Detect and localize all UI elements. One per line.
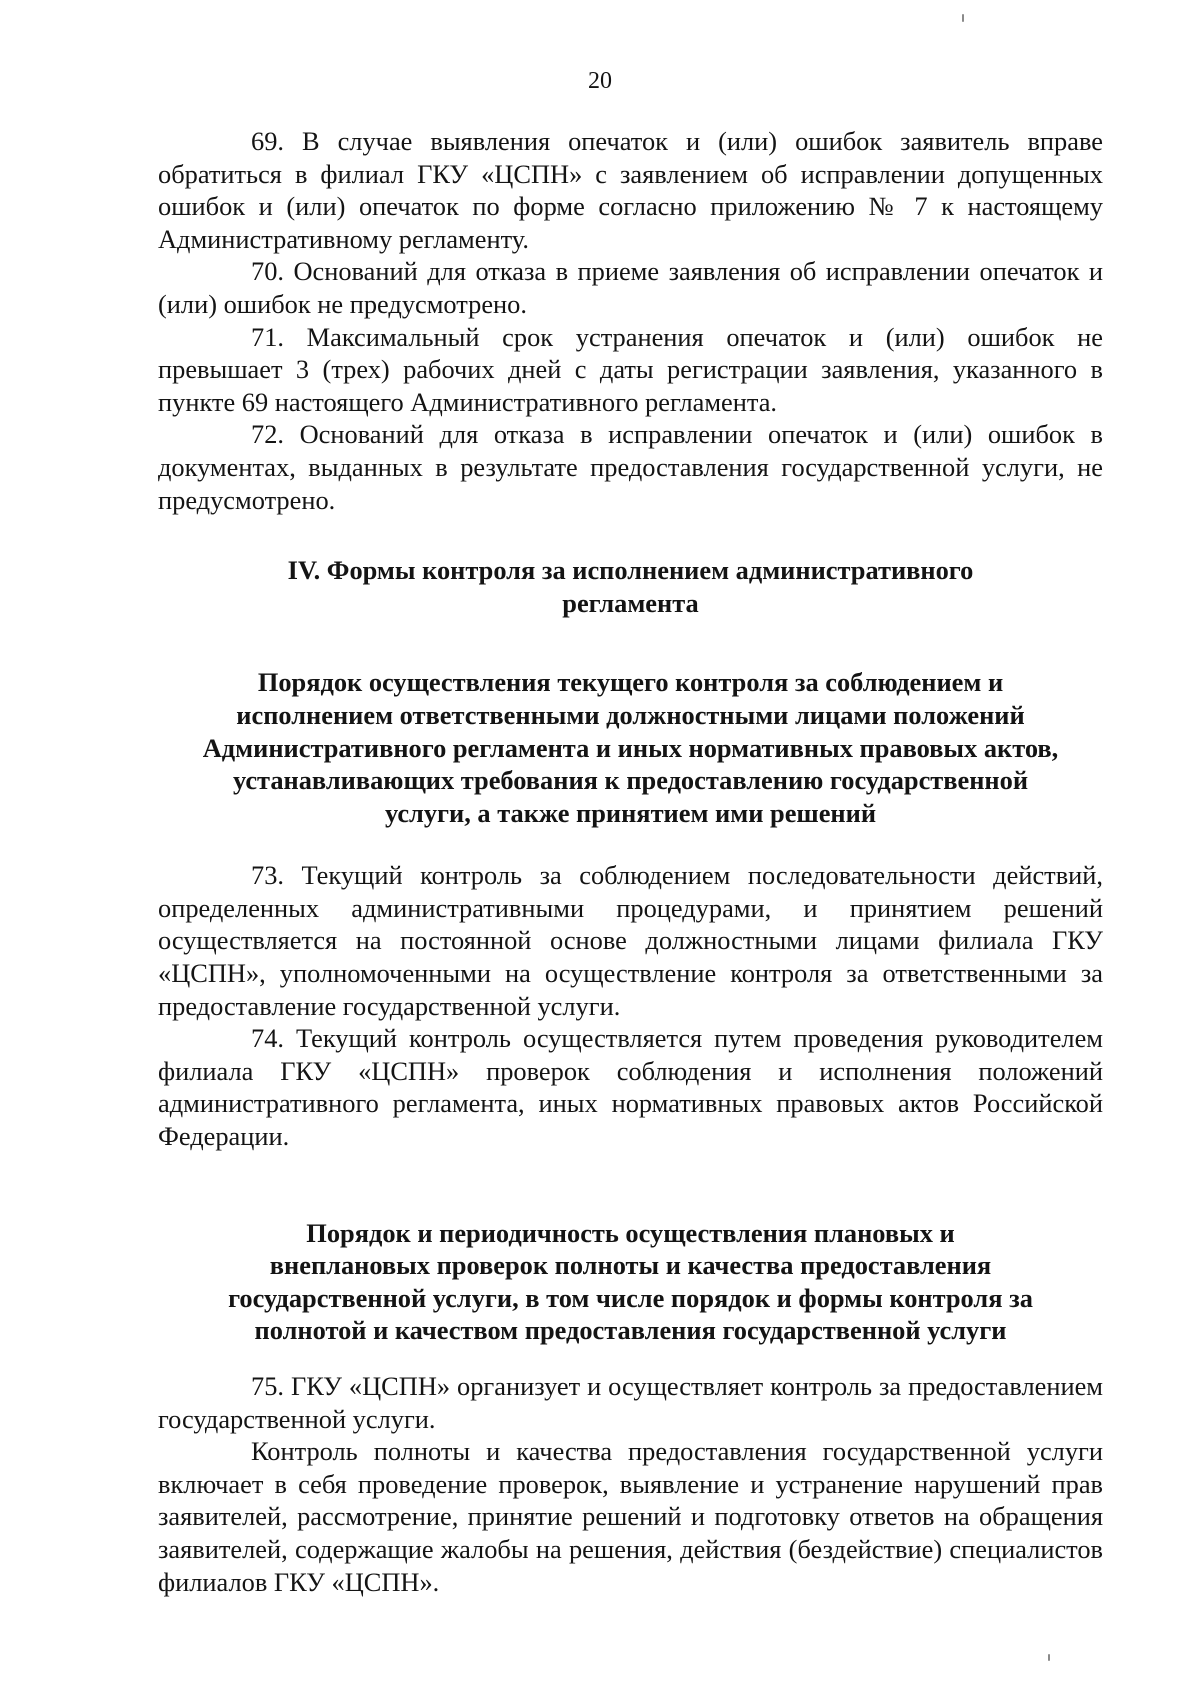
paragraph-control-scope: Контроль полноты и качества предоставления государственной услуги включает в себя проведение проверок, выявление и устранение нарушений прав заявителей, рассмотрение, принятие решений и подготовку ответов на обращения заявителей, содержащие жалобы на решения, действия (бездействие) специалистов филиалов ГКУ «ЦСПН». bbox=[158, 1436, 1103, 1597]
heading-line: Порядок и периодичность осуществления плановых и bbox=[306, 1217, 955, 1248]
heading-line: государственной услуги, в том числе порядок и формы контроля за bbox=[228, 1282, 1033, 1313]
paragraph-70: 70. Оснований для отказа в приеме заявления об исправлении опечаток и (или) ошибок не предусмотрено. bbox=[158, 256, 1103, 319]
page-number: 20 bbox=[588, 68, 612, 94]
heading-line: Порядок осуществления текущего контроля за соблюдением и bbox=[257, 667, 1004, 698]
subheading-planned-checks bbox=[158, 1217, 1103, 1347]
document-body bbox=[158, 125, 1103, 1598]
paragraph-73: 73. Текущий контроль за соблюдением последовательности действий, определенных административными процедурами, и принятием решений осуществляется на постоянной основе должностными лицами филиала ГКУ «ЦСПН», уполномоченными на осуществление контроля за ответственными за предоставление государственной услуги. bbox=[158, 860, 1103, 1021]
heading-line: IV. Формы контроля за исполнением административного bbox=[287, 555, 974, 586]
section-heading-iv bbox=[158, 554, 1103, 619]
heading-line: полнотой и качеством предоставления государственной услуги bbox=[254, 1315, 1007, 1346]
scan-speck bbox=[1048, 1654, 1050, 1661]
subheading-current-control bbox=[158, 666, 1103, 829]
paragraph-74: 74. Текущий контроль осуществляется путем проведения руководителем филиала ГКУ «ЦСПН» проверок соблюдения и исполнения положений административного регламента, иных нормативных правовых актов Российской Федерации. bbox=[158, 1023, 1103, 1152]
paragraph-71: 71. Максимальный срок устранения опечаток и (или) ошибок не превышает 3 (трех) рабочих дней с даты регистрации заявления, указанного в пункте 69 настоящего Административного регламента. bbox=[158, 321, 1103, 417]
heading-line: услуги, а также принятием ими решений bbox=[384, 797, 877, 828]
paragraph-72: 72. Оснований для отказа в исправлении опечаток и (или) ошибок в документах, выданных в результате предоставления государственной услуги, не предусмотрено. bbox=[158, 419, 1103, 515]
heading-line: регламента bbox=[562, 587, 699, 618]
heading-line: устанавливающих требования к предоставлению государственной bbox=[232, 765, 1029, 796]
paragraph-75: 75. ГКУ «ЦСПН» организует и осуществляет контроль за предоставлением государственной услуги. bbox=[158, 1371, 1103, 1434]
heading-line: исполнением ответственными должностными лицами положений bbox=[236, 699, 1025, 730]
paragraph-69: 69. В случае выявления опечаток и (или) ошибок заявитель вправе обратиться в филиал ГКУ «ЦСПН» с заявлением об исправлении допущенных ошибок и (или) опечаток по форме согласно приложению № 7 к настоящему Административному регламенту. bbox=[158, 126, 1103, 254]
scan-speck bbox=[962, 14, 964, 22]
heading-line: внеплановых проверок полноты и качества предоставления bbox=[269, 1250, 992, 1281]
heading-line: Административного регламента и иных нормативных правовых актов, bbox=[202, 732, 1059, 763]
